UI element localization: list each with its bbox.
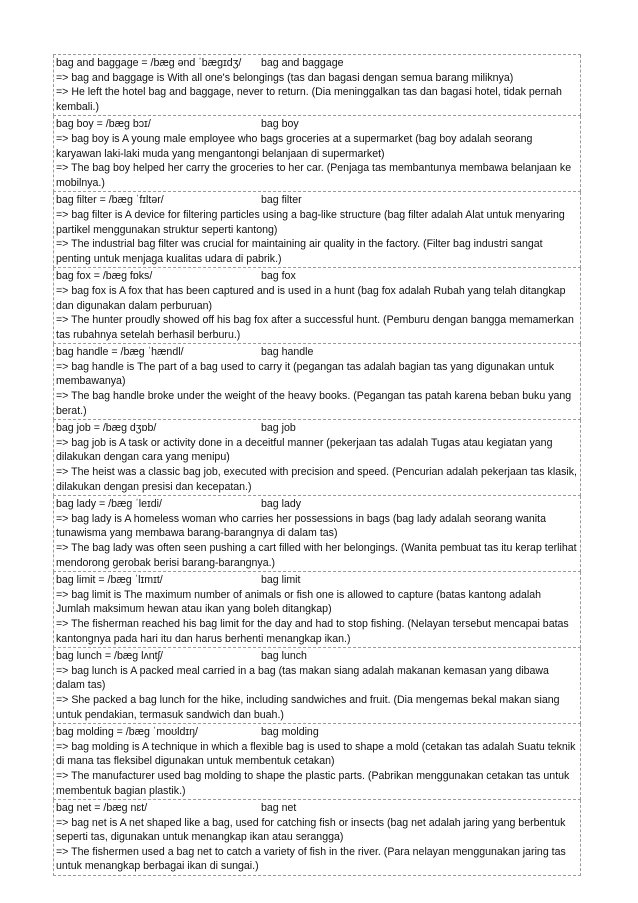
entry-bag-filter <box>53 192 581 268</box>
entry-bag-handle <box>53 344 581 420</box>
term-word: bag and baggage <box>261 57 344 69</box>
entry-bag-job <box>53 420 581 496</box>
definition: => bag boy is A young male employee who bags groceries at a supermarket (bag boy adalah seorang karyawan laki-laki muda yang mengantongi belanjaan di supermarket) <box>56 132 533 160</box>
entry-header <box>56 649 578 664</box>
term-word: bag filter <box>261 194 302 207</box>
definition: => bag net is A net shaped like a bag, used for catching fish or insects (bag net adalah jaring yang berbentuk seperti tas, digunakan untuk menangkap ikan atau serangga) <box>56 816 566 844</box>
term-pronunciation: bag and baggage = /bæɡ ənd ˈbæɡɪdʒ/ <box>56 57 242 69</box>
term-pronunciation: bag lady = /bæɡ ˈleɪdi/ <box>56 498 162 511</box>
entry-header <box>56 421 578 436</box>
term-pronunciation: bag limit = /bæɡ ˈlɪmɪt/ <box>56 574 163 587</box>
term-pronunciation: bag fox = /bæɡ fɒks/ <box>56 270 153 283</box>
entry-header <box>56 497 578 512</box>
example: => She packed a bag lunch for the hike, including sandwiches and fruit. (Dia mengemas bekal makan siang untuk pendakian, termasuk sandwich dan buah.) <box>56 693 560 721</box>
definition: => bag fox is A fox that has been captured and is used in a hunt (bag fox adalah Rubah yang telah ditangkap dan digunakan dalam perburuan) <box>56 284 566 312</box>
example: => The bag handle broke under the weight of the heavy books. (Pegangan tas patah karena beban buku yang berat.) <box>56 390 572 417</box>
term-pronunciation: bag net = /bæɡ nɛt/ <box>56 802 148 815</box>
entry-bag-boy <box>53 116 581 192</box>
term-pronunciation: bag boy = /bæɡ bɔɪ/ <box>56 118 151 131</box>
entry-header <box>56 573 578 588</box>
term-pronunciation: bag molding = /bæɡ ˈmoʊldɪŋ/ <box>56 726 198 739</box>
example: => He left the hotel bag and baggage, never to return. (Dia meninggalkan tas dan bagasi hotel, tidak pernah kembali.) <box>56 86 562 113</box>
term-pronunciation: bag filter = /bæɡ ˈfɪltər/ <box>56 194 164 207</box>
term-word: bag molding <box>261 726 319 739</box>
entry-header <box>56 801 578 816</box>
example: => The hunter proudly showed off his bag fox after a successful hunt. (Pemburu dengan bangga memamerkan tas rubahnya setelah berhasil berburu.) <box>56 314 574 341</box>
entry-bag-and-baggage <box>53 55 581 116</box>
term-word: bag net <box>261 802 297 815</box>
definition: => bag lunch is A packed meal carried in a bag (tas makan siang adalah makanan kemasan yang dibawa dalam tas) <box>56 664 549 692</box>
entry-bag-limit <box>53 572 581 648</box>
term-word: bag lunch <box>261 650 307 663</box>
term-word: bag limit <box>261 574 301 587</box>
definition: => bag and baggage is With all one's belongings (tas dan bagasi dengan semua barang miliknya) <box>56 71 514 84</box>
term-word: bag job <box>261 422 296 435</box>
example: => The heist was a classic bag job, executed with precision and speed. (Pencurian adalah pekerjaan tas klasik, dilakukan dengan presisi dan kecepatan.) <box>56 466 577 493</box>
definition: => bag limit is The maximum number of animals or fish one is allowed to capture (batas kantong adalah Jumlah maksimum hewan atau ikan yang boleh ditangkap) <box>56 588 542 616</box>
entry-header <box>56 56 578 71</box>
entry-header <box>56 193 578 208</box>
term-word: bag lady <box>261 498 302 511</box>
entry-bag-fox <box>53 268 581 344</box>
term-word: bag fox <box>261 270 296 283</box>
term-pronunciation: bag lunch = /bæɡ lʌntʃ/ <box>56 650 163 663</box>
example: => The bag lady was often seen pushing a cart filled with her belongings. (Wanita pembuat tas itu kerap terlihat mendorong gerobak berisi barang-barangnya.) <box>56 542 577 569</box>
example: => The bag boy helped her carry the groceries to her car. (Penjaga tas membantunya membawa belanjaan ke mobilnya.) <box>56 162 572 189</box>
entry-bag-molding <box>53 724 581 800</box>
example: => The industrial bag filter was crucial for maintaining air quality in the factory. (Filter bag industri sangat penting untuk menjaga kualitas udara di pabrik.) <box>56 238 543 265</box>
vocabulary-sheet <box>53 54 581 876</box>
definition: => bag handle is The part of a bag used to carry it (pegangan tas adalah bagian tas yang digunakan untuk membawanya) <box>56 360 555 388</box>
example: => The manufacturer used bag molding to shape the plastic parts. (Pabrikan menggunakan cetakan tas untuk membentuk bagian plastik.) <box>56 769 570 797</box>
term-word: bag handle <box>261 346 314 359</box>
example: => The fishermen used a bag net to catch a variety of fish in the river. (Para nelayan menggunakan jaring tas untuk menangkap berbagai ikan di sungai.) <box>56 845 566 873</box>
term-word: bag boy <box>261 118 299 131</box>
definition: => bag job is A task or activity done in a deceitful manner (pekerjaan tas adalah Tugas atau kegiatan yang dilakukan dengan cara yang menipu) <box>56 436 553 464</box>
entry-header <box>56 117 578 132</box>
definition: => bag lady is A homeless woman who carries her possessions in bags (bag lady adalah seorang wanita tunawisma yang membawa barang-barangnya di dalam tas) <box>56 512 546 540</box>
example: => The fisherman reached his bag limit for the day and had to stop fishing. (Nelayan tersebut mencapai batas kantongnya pada hari itu dan harus berhenti menangkap ikan.) <box>56 617 569 645</box>
entry-header <box>56 725 578 740</box>
definition: => bag molding is A technique in which a flexible bag is used to shape a mold (cetakan tas adalah Suatu teknik di mana tas fleksibel digunakan untuk membentuk cetakan) <box>56 740 576 768</box>
entry-bag-net <box>53 800 581 876</box>
entry-header <box>56 269 578 284</box>
definition: => bag filter is A device for filtering particles using a bag-like structure (bag filter adalah Alat untuk menyaring partikel menggunakan struktur seperti kantong) <box>56 208 565 236</box>
entry-bag-lady <box>53 496 581 572</box>
term-pronunciation: bag handle = /bæɡ ˈhændl/ <box>56 346 184 359</box>
entry-header <box>56 345 578 360</box>
term-pronunciation: bag job = /bæɡ dʒɒb/ <box>56 422 157 435</box>
entry-bag-lunch <box>53 648 581 724</box>
